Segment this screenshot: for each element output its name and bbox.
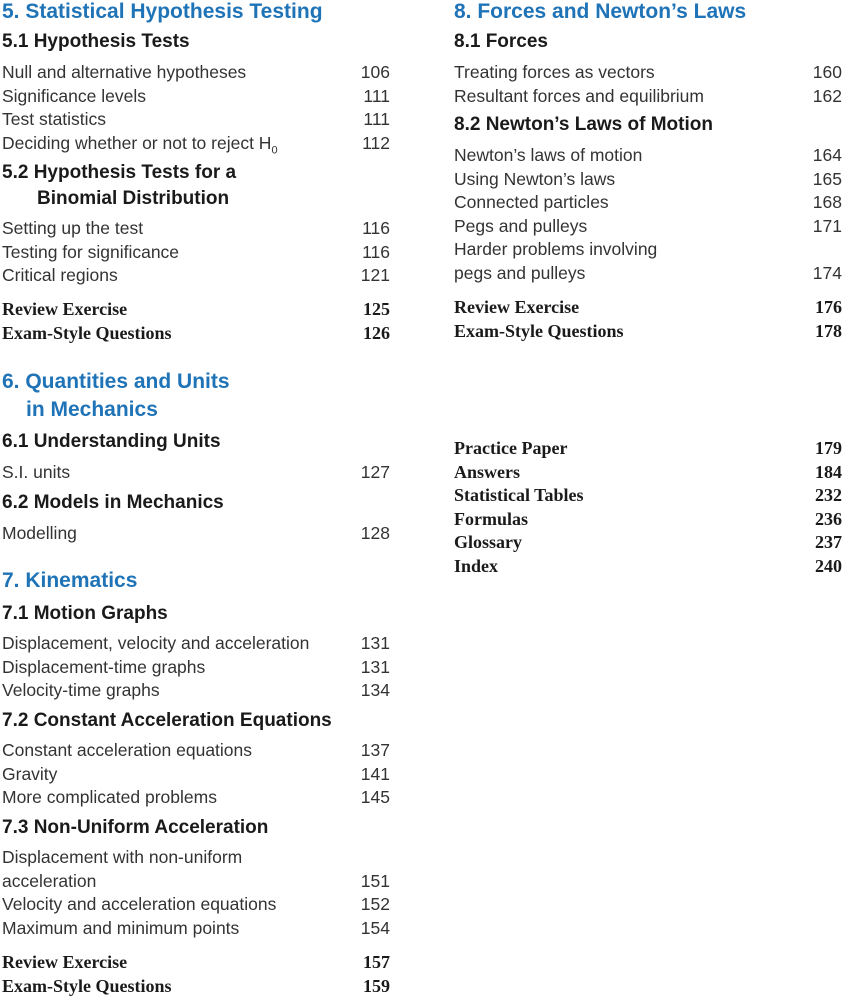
toc-entry[interactable]: Velocity-time graphs 134 <box>2 680 390 700</box>
toc-entry[interactable]: Using Newton’s laws 165 <box>454 168 842 189</box>
chapter-7-heading: 7. Kinematics <box>2 569 138 592</box>
section-6-1-entries <box>2 461 390 485</box>
toc-entry[interactable]: Test statistics 111 <box>2 109 390 129</box>
back-matter-entry[interactable]: Answers 184 <box>454 461 842 482</box>
chapter-8-heading: 8. Forces and Newton’s Laws <box>454 0 747 23</box>
section-5-1-heading: 5.1 Hypothesis Tests <box>2 31 190 52</box>
back-matter-entry[interactable]: Statistical Tables 232 <box>454 485 842 505</box>
toc-entry[interactable]: Modelling 128 <box>2 523 390 543</box>
chapter-5-review <box>2 298 390 345</box>
section-6-1-heading: 6.1 Understanding Units <box>2 431 221 452</box>
chapter-6-heading: 6. Quantities and Units in Mechanics <box>2 370 230 421</box>
toc-entry[interactable]: Displacement-time graphs 131 <box>2 656 390 677</box>
section-8-1-entries <box>454 61 842 108</box>
chapter-5-heading: 5. Statistical Hypothesis Testing <box>2 0 323 23</box>
toc-entry[interactable]: Gravity 141 <box>2 763 390 784</box>
toc-entry[interactable]: Newton’s laws of motion 164 <box>454 145 842 165</box>
toc-entry[interactable]: Deciding whether or not to reject $H_0$ 112 <box>2 132 390 156</box>
section-7-3-heading: 7.3 Non-Uniform Acceleration <box>2 817 269 838</box>
toc-entry[interactable]: Constant acceleration equations 137 <box>2 740 390 760</box>
toc-entry[interactable]: Harder problems involving pegs and pulleys 174 <box>454 239 842 283</box>
chapter-7-review <box>2 951 390 998</box>
toc-entry[interactable]: Setting up the test 116 <box>2 218 390 238</box>
exam-questions-entry[interactable]: Exam-Style Questions 126 <box>2 322 390 343</box>
toc-entry[interactable]: Treating forces as vectors 160 <box>454 62 842 82</box>
toc-entry[interactable]: Velocity and acceleration equations 152 <box>2 894 390 914</box>
section-5-2-heading: 5.2 Hypothesis Tests for a Binomial Distribution <box>2 162 237 209</box>
toc-entry[interactable]: Null and alternative hypotheses 106 <box>2 62 390 82</box>
review-exercise-entry[interactable]: Review Exercise 125 <box>2 299 390 319</box>
section-8-2-heading: 8.2 Newton’s Laws of Motion <box>454 114 713 135</box>
chapter-8-review <box>454 296 842 343</box>
back-matter-entry[interactable]: Index 240 <box>454 555 842 576</box>
toc-entry[interactable]: Maximum and minimum points 154 <box>2 917 390 938</box>
section-5-2-entries <box>2 217 390 288</box>
toc-entry[interactable]: Connected particles 168 <box>454 192 842 212</box>
section-7-2-entries <box>2 739 390 810</box>
toc-entry[interactable]: Displacement, velocity and acceleration 131 <box>2 633 390 653</box>
section-7-2-heading: 7.2 Constant Acceleration Equations <box>2 710 332 731</box>
toc-entry[interactable]: More complicated problems 145 <box>2 787 390 807</box>
subscript-zero: 0 <box>271 144 278 156</box>
section-6-2-entries <box>2 522 390 546</box>
toc-entry[interactable]: S.I. units 127 <box>2 462 390 482</box>
toc-entry[interactable]: Significance levels 111 <box>2 85 390 106</box>
exam-questions-entry[interactable]: Exam-Style Questions 159 <box>2 975 390 996</box>
section-7-1-entries <box>2 632 390 703</box>
review-exercise-entry[interactable]: Review Exercise 157 <box>2 952 390 972</box>
exam-questions-entry[interactable]: Exam-Style Questions 178 <box>454 320 842 341</box>
toc-entry[interactable]: Critical regions 121 <box>2 265 390 285</box>
back-matter-entry[interactable]: Practice Paper 179 <box>454 438 842 458</box>
back-matter-list <box>454 437 842 578</box>
section-8-2-entries <box>454 144 842 285</box>
section-7-3-entries <box>2 846 390 940</box>
section-7-1-heading: 7.1 Motion Graphs <box>2 603 168 624</box>
toc-entry[interactable]: Pegs and pulleys 171 <box>454 215 842 236</box>
back-matter-entry[interactable]: Glossary 237 <box>454 532 842 552</box>
review-exercise-entry[interactable]: Review Exercise 176 <box>454 297 842 317</box>
toc-entry[interactable]: Testing for significance 116 <box>2 241 390 262</box>
section-8-1-heading: 8.1 Forces <box>454 31 548 52</box>
section-6-2-heading: 6.2 Models in Mechanics <box>2 492 224 513</box>
section-5-1-entries <box>2 61 390 155</box>
back-matter-entry[interactable]: Formulas 236 <box>454 508 842 529</box>
toc-entry[interactable]: Resultant forces and equilibrium 162 <box>454 85 842 106</box>
toc-entry[interactable]: Displacement with non-uniform acceleration 151 <box>2 847 390 891</box>
